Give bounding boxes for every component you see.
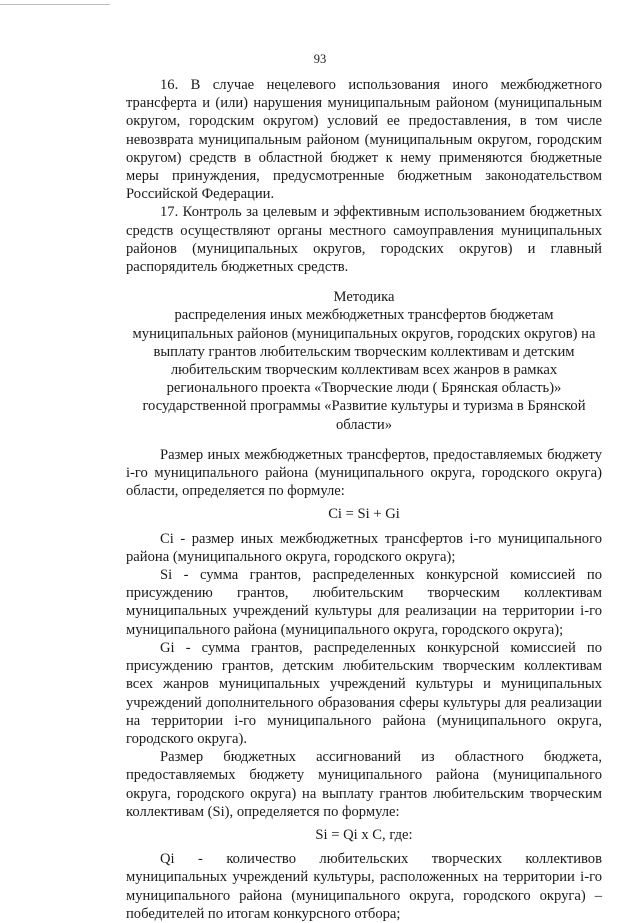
methodology-subtitle: распределения иных межбюджетных трансфертов бюджетам муниципальных районов (муниципальных округов, городских округов) на выплату грантов любительским творческим коллективам и детским любительским творческим коллективам всех жанров в рамках регионального проекта «Творческие люди ( Брянская область)» государственной программы «Развитие культуры и туризма в Брянской области» — [132, 307, 596, 433]
intro-paragraph: Размер иных межбюджетных трансфертов, предоставляемых бюджету i-го муниципального района (муниципального округа, городского округа) области, определяется по формуле: — [126, 446, 602, 500]
definition-si: Si - сумма грантов, распределенных конкурсной комиссией по присуждению грантов, любительским творческим коллективам муниципальных учреждений культуры для реализации на территории i-го муниципального района (муниципального округа, городского округа); — [126, 567, 602, 638]
budget-paragraph: Размер бюджетных ассигнований из областного бюджета, предоставляемых бюджету муниципального района (муниципального округа, городского округа) на выплату грантов любительским творческим коллективам (Si), определяется по формуле: — [126, 749, 602, 820]
section-gap — [126, 434, 602, 446]
formula-si: Si = Qi x C, где: — [315, 826, 413, 843]
section-gap — [126, 276, 602, 288]
paragraph-17: 17. Контроль за целевым и эффективным использованием бюджетных средств осуществляют органы местного самоуправления муниципальных районов (муниципальных округов, городских округов) и главный распорядитель бюджетных средств. — [126, 204, 602, 276]
formula-ci: Ci = Si + Gi — [328, 506, 400, 523]
paragraph-16: 16. В случае нецелевого использования иного межбюджетного трансферта и (или) нарушения муниципальным районом (муниципальным округом, городским округом) условий ее предоставления, в том числе невозврата муниципальным районом (муниципальным округом, городским округом) средств в областной бюджет к нему применяются бюджетные меры принуждения, предусмотренные бюджетным законодательством Российской Федерации. — [126, 77, 602, 203]
definition-qi: Qi - количество любительских творческих коллективов муниципальных учреждений культуры, расположенных на территории i-го муниципального района (муниципального округа, городского округа) – победителей по итогам конкурсного отбора; — [126, 851, 602, 922]
document-body — [126, 76, 602, 923]
scan-edge-line — [0, 4, 110, 5]
methodology-title: Методика — [333, 289, 395, 306]
page-number: 93 — [313, 52, 327, 66]
definition-ci: Ci - размер иных межбюджетных трансфертов i-го муниципального района (муниципального округа, городского округа); — [126, 530, 602, 565]
definition-gi: Gi - сумма грантов, распределенных конкурсной комиссией по присуждению грантов, детским любительским творческим коллективам всех жанров муниципальных учреждений культуры и муниципальных учреждений дополнительного образования сферы культуры для реализации на территории i-го муниципального района (муниципального округа, городского округа). — [126, 639, 602, 747]
